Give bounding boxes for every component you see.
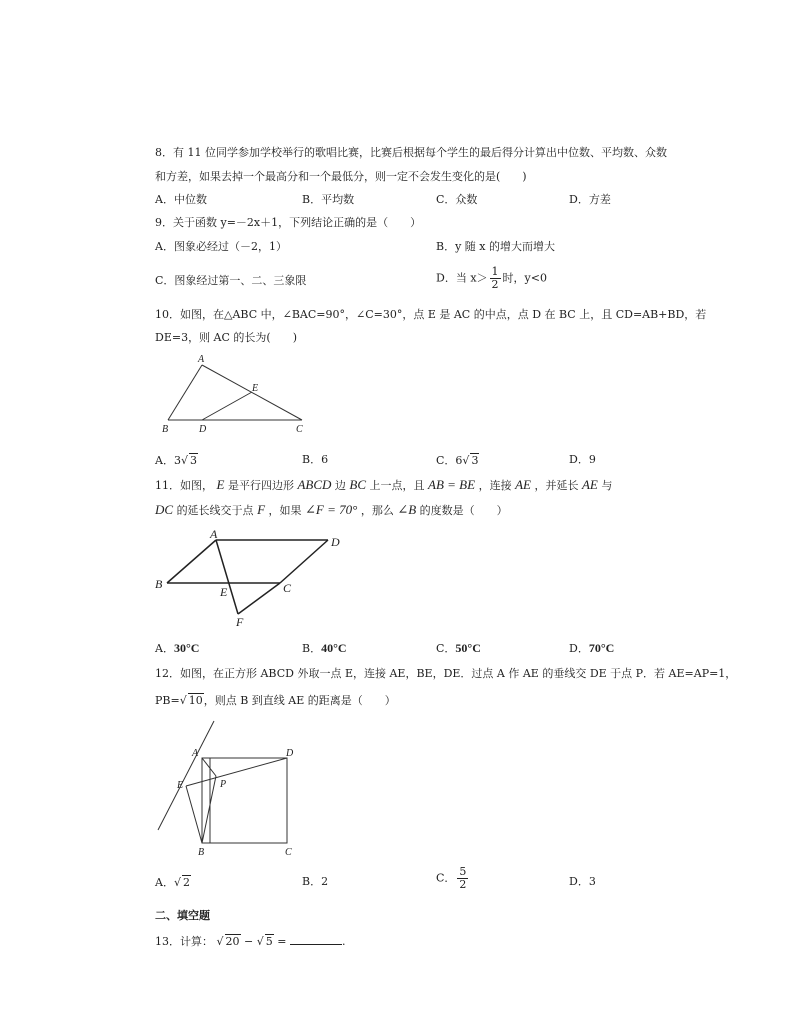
- q8-option-a: A．中位数: [155, 193, 207, 206]
- q11-option-a-prefix: A．: [155, 642, 174, 655]
- q13-sqrt-2: √ 5: [256, 935, 273, 948]
- q11-text: ，那么: [360, 504, 394, 517]
- q10-sqrt-a: √ 3: [180, 454, 197, 467]
- q11-label-e: E: [220, 585, 228, 599]
- q11-segment-af: [216, 540, 238, 614]
- q10-label-a: A: [198, 354, 205, 365]
- q12-square-figure: [150, 718, 310, 860]
- q11-text: 上一点，且: [369, 479, 425, 492]
- q9-option-d: [436, 266, 547, 291]
- q13-minus: −: [244, 935, 254, 948]
- q11-stem-line1: [155, 478, 612, 493]
- q10-sqrt-a-radicand: 3: [189, 454, 197, 467]
- q13-answer-blank[interactable]: [290, 934, 342, 945]
- q12-fraction-numerator: 5: [459, 865, 467, 878]
- q12-square-abcd: [202, 758, 287, 843]
- q12-option-b: B．2: [302, 875, 329, 888]
- q12-label-c: C: [285, 847, 292, 858]
- q11-text: 的延长线交于点: [176, 504, 254, 517]
- q11-option-b-prefix: B．: [302, 642, 322, 655]
- q9-option-d-suffix: 时，y<0: [502, 271, 547, 285]
- q10-stem-line1: 10．如图，在△ABC 中，∠BAC=90°，∠C=30°，点 E 是 AC 的中点，点 D 在 BC 上，且 CD=AB+BD，若: [155, 308, 707, 321]
- q10-option-a: [155, 453, 198, 468]
- q11-var-dc: DC: [155, 502, 174, 517]
- q11-text: ，如果: [268, 504, 302, 517]
- q12-label-a: A: [192, 748, 199, 759]
- q10-label-c: C: [296, 424, 303, 435]
- q12-option-c-prefix: C．: [436, 871, 456, 885]
- q12-line-through-ae: [158, 721, 214, 830]
- q11-text: 边: [334, 479, 346, 492]
- q11-label-f: F: [236, 615, 244, 629]
- q12-fraction: [457, 866, 468, 891]
- q11-label-d: D: [331, 535, 340, 549]
- q11-angle-f: ∠F = 70°: [305, 502, 358, 517]
- q13-sqrt-1-radicand: 20: [225, 935, 240, 948]
- q10-stem-line2: DE=3，则 AC 的长为( ): [155, 331, 298, 344]
- q10-segment-de: [202, 392, 252, 420]
- q11-option-c-prefix: C．: [436, 642, 456, 655]
- q11-option-d-prefix: D．: [569, 642, 589, 655]
- q12-sqrt: √ 10: [179, 694, 203, 707]
- q9-option-c: C．图象经过第一、二、三象限: [155, 274, 307, 287]
- q10-option-b: B．6: [302, 453, 329, 466]
- q11-label-b: B: [155, 577, 163, 591]
- q11-var-abcd: ABCD: [297, 477, 332, 492]
- q12-fraction-denominator: 2: [459, 878, 467, 891]
- q11-var-bc: BC: [349, 477, 367, 492]
- q11-label-c: C: [283, 581, 292, 595]
- q11-option-b-value: 40°C: [321, 641, 347, 655]
- q11-text: 与: [601, 479, 613, 492]
- q11-segment-ab: [167, 540, 216, 583]
- q10-label-b: B: [162, 424, 169, 435]
- q11-var-ae: AE: [581, 477, 598, 492]
- q9-fraction-numerator: 1: [491, 265, 499, 278]
- q10-label-e: E: [252, 383, 259, 394]
- q12-stem-line1: 12．如图，在正方形 ABCD 外取一点 E，连接 AE，BE，DE．过点 A 作 AE 的垂线交 DE 于点 P．若 AE=AP=1，: [155, 667, 737, 680]
- q11-option-d-value: 70°C: [588, 641, 615, 655]
- q11-stem-line2: [155, 503, 508, 518]
- q13-equals: =: [277, 935, 287, 948]
- q12-segment-ap: [202, 758, 216, 776]
- q9-option-a: A．图象必经过（－2，1）: [155, 240, 287, 253]
- q10-option-c: [436, 453, 479, 468]
- q12-option-c: [436, 866, 470, 891]
- q10-segment-ba: [168, 365, 202, 420]
- q11-parallelogram-figure: [150, 526, 350, 632]
- q9-fraction-denominator: 2: [491, 278, 499, 291]
- q8-stem-line2: 和方差，如果去掉一个最高分和一个最低分，则一定不会发生变化的是( ): [155, 170, 527, 183]
- q11-var-f: F: [257, 502, 266, 517]
- q8-option-d: D．方差: [569, 193, 611, 206]
- q13-stem: [155, 934, 345, 949]
- q11-option-b: [302, 641, 347, 656]
- q12-sqrt-radicand: 10: [188, 694, 203, 707]
- q11-label-a: A: [210, 527, 218, 541]
- q13-text: 13．计算：: [155, 935, 213, 948]
- q11-var-ae: AE: [515, 477, 531, 492]
- q12-option-a: [155, 875, 191, 890]
- q11-option-d: [569, 641, 614, 656]
- q13-sqrt-1: √ 20: [216, 935, 240, 948]
- q12-label-b: B: [198, 847, 205, 858]
- q9-option-d-prefix: D．当 x＞: [436, 271, 488, 285]
- q12-segment-eb: [186, 786, 202, 843]
- q12-segment-ed: [186, 758, 287, 786]
- q8-option-c: C．众数: [436, 193, 478, 206]
- q12-label-p: P: [220, 779, 227, 790]
- q12-text: ，则点 B 到直线 AE 的距离是（ ）: [203, 694, 396, 707]
- q11-option-a: [155, 641, 199, 656]
- q11-text: ，连接: [478, 479, 512, 492]
- q11-text: ，并延长: [534, 479, 579, 492]
- q13-sqrt-2-radicand: 5: [265, 935, 273, 948]
- q8-stem-line1: 8．有 11 位同学参加学校举行的歌唱比赛，比赛后根据每个学生的最后得分计算出中位数、平均数、众数: [155, 146, 667, 159]
- q9-option-b: B．y 随 x 的增大而增大: [436, 240, 555, 253]
- q11-option-c: [436, 641, 481, 656]
- q10-option-a-prefix: A．3: [155, 454, 181, 467]
- q12-label-e: E: [177, 780, 184, 791]
- q12-stem-line2: [155, 693, 396, 708]
- q13-period: .: [341, 935, 346, 948]
- q10-option-d: D．9: [569, 453, 596, 466]
- q11-angle-b: ∠B: [397, 502, 417, 517]
- q11-equation: AB = BE: [428, 477, 476, 492]
- q12-sqrt-a: √ 2: [173, 876, 190, 889]
- q11-var-e: E: [216, 477, 225, 492]
- q11-segment-dc: [280, 540, 328, 583]
- q12-segment-pb: [202, 776, 216, 843]
- q9-fraction: [490, 266, 501, 291]
- q10-option-c-prefix: C．6: [436, 454, 463, 467]
- q8-option-b: B．平均数: [302, 193, 355, 206]
- q12-option-a-prefix: A．: [155, 876, 174, 889]
- q12-option-d: D．3: [569, 875, 596, 888]
- q12-sqrt-a-radicand: 2: [182, 876, 190, 889]
- q9-stem: 9．关于函数 y=－2x＋1，下列结论正确的是（ ）: [155, 216, 422, 229]
- q11-text: 11．如图，: [155, 479, 213, 492]
- q12-text: PB=: [155, 694, 180, 707]
- q11-segment-cf: [238, 583, 280, 614]
- q11-text: 的度数是（ ）: [419, 504, 508, 517]
- q11-option-c-value: 50°C: [455, 641, 481, 655]
- q10-sqrt-c-radicand: 3: [471, 454, 479, 467]
- q11-text: 是平行四边形: [227, 479, 294, 492]
- q10-triangle-figure: [155, 352, 315, 438]
- q11-option-a-value: 30°C: [173, 641, 200, 655]
- q10-label-d: D: [199, 424, 207, 435]
- q10-sqrt-c: √ 3: [462, 454, 479, 467]
- q12-label-d: D: [286, 748, 294, 759]
- section-title-fill-in: 二、填空题: [155, 909, 210, 922]
